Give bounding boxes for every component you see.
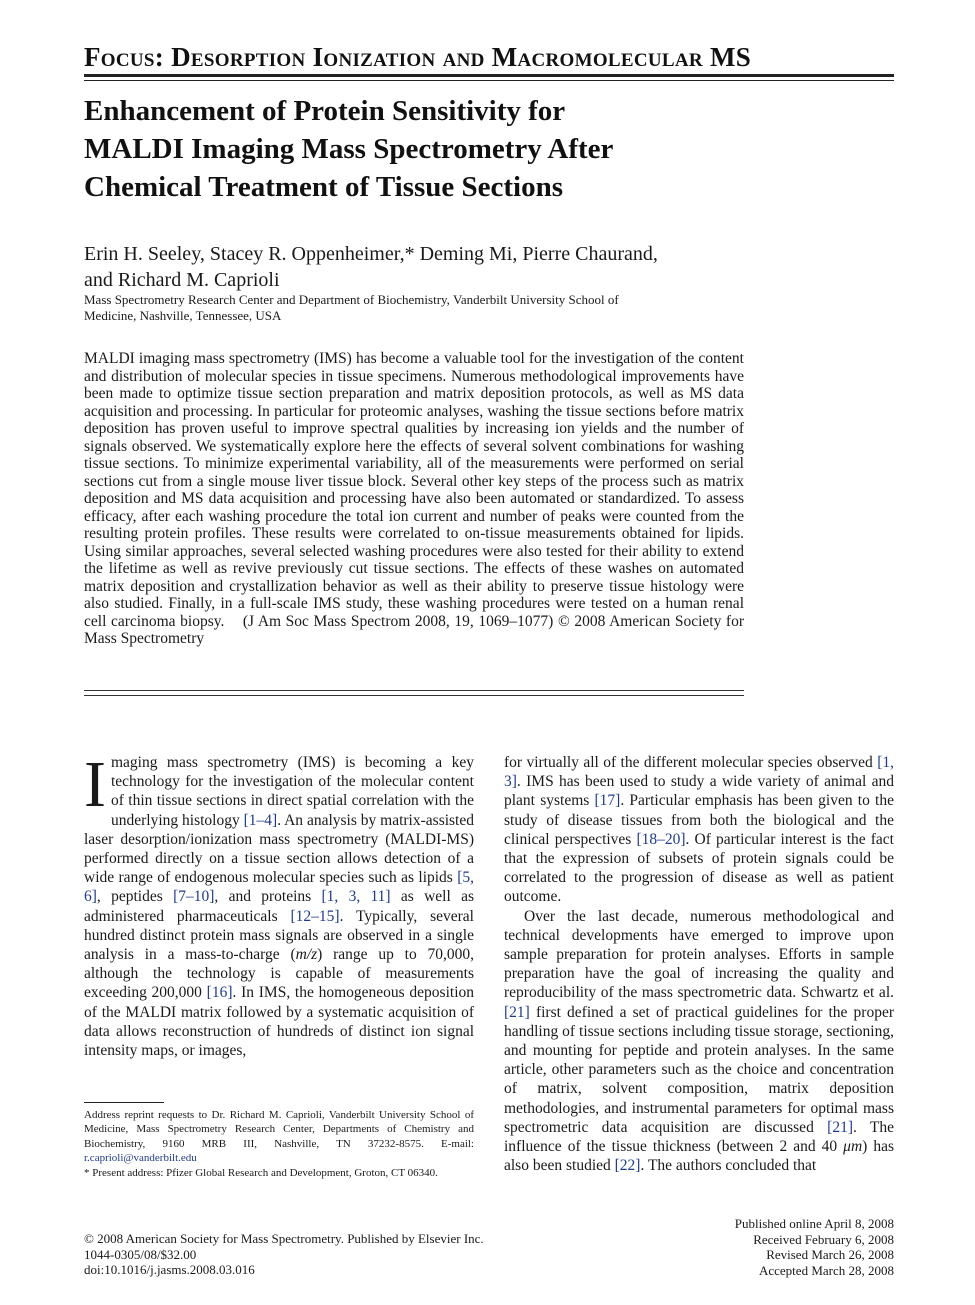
body-paragraph [504,753,894,907]
title-line: Chemical Treatment of Tissue Sections [84,171,564,203]
text-run: . Particular emphasis has been given to the study of disease tissues from both the biological and the clinical perspectives [504,792,894,848]
text-run: first defined a set of practical guidelines for the proper handling of tissue sections including tissue storage, sectioning, and mounting for peptide and protein analyses. In the same article, other parameters such as the choice and concentration of matrix, solvent composition, matrix deposition methodologies, and instrumental parameters for optimal mass spectrometric data acquisition are discussed [504,1003,894,1136]
paragraph-text [504,754,894,905]
citation-link[interactable]: [21] [504,1003,530,1021]
text-run: as well as administered pharmaceuticals [84,888,475,925]
text-run: maging mass spectrometry (IMS) is becoming a key technology for the investigation of the molecular content of thin tissue sections in direct spatial correlation with the underlying histology [110,754,474,829]
body-column-right [504,753,894,1175]
text-run: , and proteins [214,888,322,906]
publication-dates [640,1216,894,1278]
text-run: . The authors concluded that [640,1157,817,1175]
abstract-rule-top [84,690,744,691]
header-rule-thick [84,74,894,77]
paragraph-text [84,748,475,1060]
footnote-rule [84,1102,164,1103]
date-line: Received February 6, 2008 [753,1231,894,1247]
citation-link[interactable]: [16] [206,984,233,1002]
citation-link[interactable]: [1, 3, 11] [321,888,391,906]
date-line: Revised March 26, 2008 [766,1247,894,1262]
citation-link[interactable]: [1–4] [243,811,278,829]
author-line: and Richard M. Caprioli [84,269,280,291]
body-column-left [84,748,475,1060]
copyright-line: © 2008 American Society for Mass Spectrometry. Published by Elsevier Inc. [84,1231,484,1246]
doi-line: doi:10.1016/j.jasms.2008.03.016 [84,1262,255,1277]
paragraph-text [504,908,894,1175]
author-line: Erin H. Seeley, Stacey R. Oppenheimer,* Deming Mi, Pierre Chaurand, [84,243,658,265]
text-run: . IMS has been used to study a wide variety of animal and plant systems [504,773,894,810]
date-line: Accepted March 28, 2008 [758,1262,894,1278]
text-run: . An analysis by matrix-assisted laser desorption/ionization mass spectrometry (MALDI-MS) performed directly on a tissue section allows detection of a wide range of endogenous molecular species such as lipids [84,811,474,887]
citation-link[interactable]: [18–20] [636,830,686,848]
email-link[interactable]: r.caprioli@vanderbilt.edu [84,1151,197,1164]
text-run: for virtually all of the different molecular species observed [504,754,878,771]
text-run: . Of particular interest is the fact that the expression of subsets of protein signals could be correlated to the progression of disease as well as patient outcome. [504,830,894,906]
author-list [84,241,784,293]
italic-text: μm [843,1138,863,1156]
article-title [84,92,784,206]
citation-link[interactable]: [17] [594,792,621,810]
intro-paragraph [84,748,475,1060]
drop-cap: I [84,748,106,821]
journal-citation: (J Am Soc Mass Spectrom 2008, 19, 1069–1077) © 2008 American Society for Mass Spectrometry [84,612,745,647]
italic-text: m/z [295,946,318,964]
text-run: , peptides [96,888,174,906]
abstract [84,350,744,648]
citation-link[interactable]: [7–10] [173,888,215,906]
text-run: . In IMS, the homogeneous deposition of the MALDI matrix followed by a systematic acquisition of data allows reconstruction of hundreds of distinct ion signal intensity maps, or images, [84,984,475,1060]
citation-link[interactable]: [1, 3] [504,754,894,791]
footnote-address-text: Address reprint requests to Dr. Richard M. Caprioli, Vanderbilt University School of Medicine, Mass Spectrometry Research Center, Departments of Chemistry and Biochemistry, 9160 MRB III, Nashville, TN 37232-8575. E-mail: [84,1109,474,1150]
issn-line: 1044-0305/08/$32.00 [84,1246,197,1262]
text-run: . Typically, several hundred distinct protein mass signals are observed in a single analysis in a mass-to-charge ( [84,907,474,964]
section-heading: Focus: Desorption Ionization and Macromolecular MS [84,42,752,72]
copyright-block [84,1231,564,1278]
citation-link[interactable]: [21] [827,1118,853,1136]
citation-link[interactable]: [12–15] [290,907,340,925]
affiliation-line: Mass Spectrometry Research Center and Department of Biochemistry, Vanderbilt University School of [84,292,619,307]
text-run: Over the last decade, numerous methodological and technical developments have emerged to improve upon sample preparation for protein analyses. Efforts in sample preparation have the goal of increasing the quality and reproducibility of the mass spectrometric data. Schwartz et al. [504,907,894,1002]
footnote-present-address: * Present address: Pfizer Global Research and Development, Groton, CT 06340. [84,1167,438,1179]
abstract-rule-bottom [84,695,744,696]
citation-link[interactable]: [22] [614,1157,641,1175]
footnote-address [84,1108,474,1165]
title-line: MALDI Imaging Mass Spectrometry After [84,133,614,165]
header-rule-thin [84,80,894,81]
affiliation [84,292,744,324]
title-line: Enhancement of Protein Sensitivity for [84,95,566,127]
text-run: . The influence of the tissue thickness (between 2 and 40 [504,1118,895,1156]
citation-link[interactable]: [5, 6] [84,869,474,906]
affiliation-line: Medicine, Nashville, Tennessee, USA [84,308,282,323]
date-line: Published online April 8, 2008 [734,1216,894,1231]
text-run: ) has also been studied [504,1138,895,1175]
abstract-text: MALDI imaging mass spectrometry (IMS) has become a valuable tool for the investigation of the content and distribution of molecular species in tissue specimens. Numerous methodological improvements have been made to optimize tissue section preparation and matrix deposition protocols, as well as MS data acquisition and processing. In particular for proteomic analyses, washing the tissue sections before matrix deposition has proven useful to improve spectral qualities by increasing ion yields and the number of signals observed. We systematically explore here the effects of several solvent combinations for washing tissue sections. To minimize experimental variability, all of the measurements were performed on serial sections cut from a single mouse liver tissue block. Several other key steps of the process such as matrix deposition and MS data acquisition and processing have also been automated or standardized. To assess efficacy, after each washing procedure the total ion current and number of peaks were counted from the resulting protein profiles. These results were correlated to on-tissue measurements obtained for lipids. Using similar approaches, several selected washing procedures were also tested for their ability to extend the lifetime as well as revive previously cut tissue sections. The effects of these washes on automated matrix deposition and crystallization behavior as well as their ability to preserve tissue histology were also studied. Finally, in a full-scale IMS study, these washing procedures were tested on a human renal cell carcinoma biopsy. [84,350,744,630]
body-paragraph [504,907,894,1176]
text-run: ) range up to 70,000, although the technology is capable of measurements exceeding 200,000 [84,946,474,1002]
